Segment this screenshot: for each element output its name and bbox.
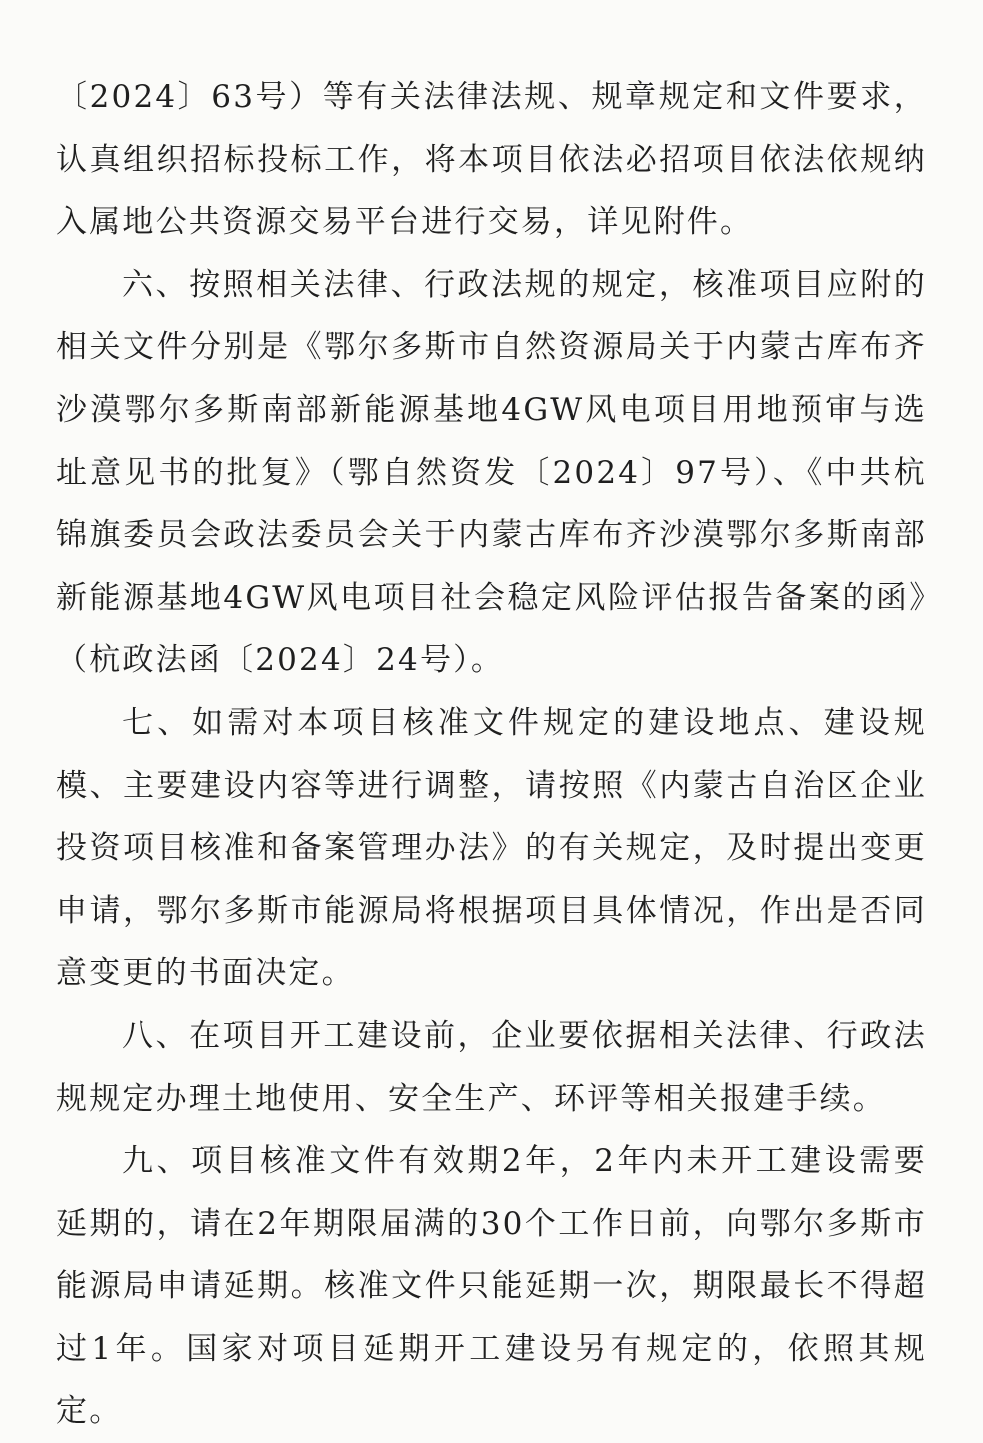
paragraph-item-9: 九、项目核准文件有效期2年，2年内未开工建设需要延期的，请在2年期限届满的30个工作日前，向鄂尔多斯市能源局申请延期。核准文件只能延期一次，期限最长不得超过1年。国家对项目延期开工建设另有规定的，依照其规定。 <box>56 1143 927 1430</box>
paragraph-continuation: 〔2024〕63号）等有关法律法规、规章规定和文件要求，认真组织招标投标工作，将本项目依法必招项目依法依规纳入属地公共资源交易平台进行交易，详见附件。 <box>56 79 927 241</box>
paragraph-item-7: 七、如需对本项目核准文件规定的建设地点、建设规模、主要建设内容等进行调整，请按照《内蒙古自治区企业投资项目核准和备案管理办法》的有关规定，及时提出变更申请，鄂尔多斯市能源局将根据项目具体情况，作出是否同意变更的书面决定。 <box>56 704 927 992</box>
paragraph-item-8: 八、在项目开工建设前，企业要依据相关法律、行政法规规定办理土地使用、安全生产、环评等相关报建手续。 <box>56 1017 927 1117</box>
paragraph-item-6: 六、按照相关法律、行政法规的规定，核准项目应附的相关文件分别是《鄂尔多斯市自然资源局关于内蒙古库布齐沙漠鄂尔多斯南部新能源基地4GW风电项目用地预审与选址意见书的批复》（鄂自然资发〔2024〕97号）、《中共杭锦旗委员会政法委员会关于内蒙古库布齐沙漠鄂尔多斯南部新能源基地4GW风电项目社会稳定风险评估报告备案的函》（杭政法函〔2024〕24号）。 <box>56 266 927 679</box>
